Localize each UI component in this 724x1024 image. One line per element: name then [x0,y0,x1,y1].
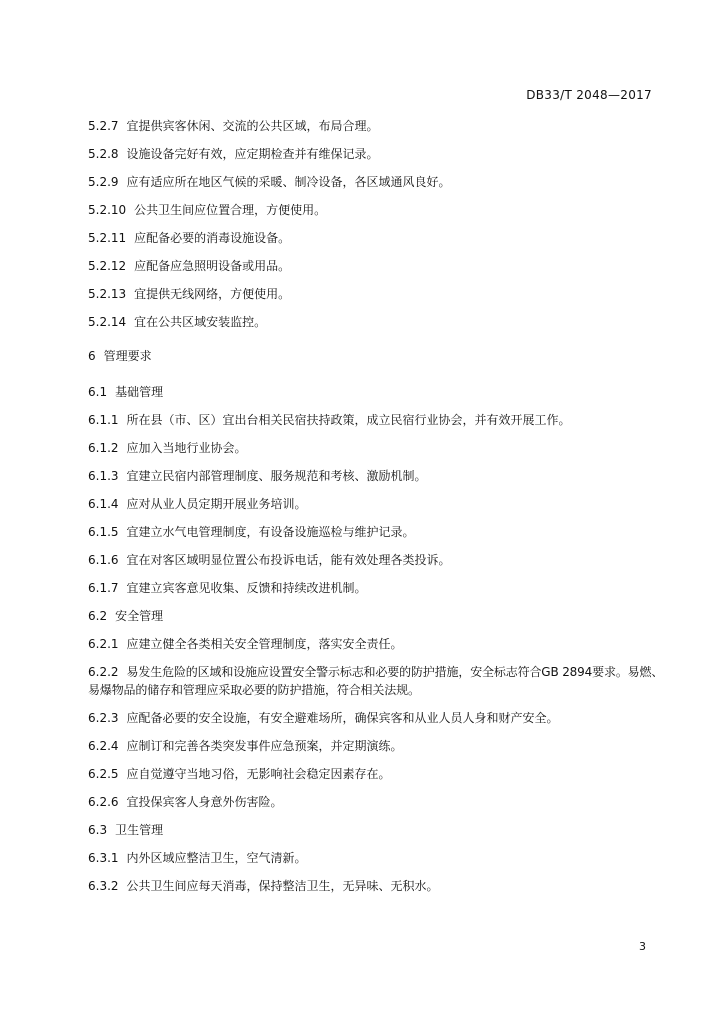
section-number: 6.2 [88,609,108,623]
section-heading-6-2 [88,607,664,625]
clause-6-1-1 [88,411,664,429]
clause-number: 6.1.3 [88,469,119,483]
clause-number: 6.1.1 [88,413,119,427]
clause-number: 6.3.1 [88,851,119,865]
clause-text: 应建立健全各类相关安全管理制度，落实安全责任。 [126,637,403,651]
clause-number: 6.2.2 [88,665,119,679]
clause-number: 5.2.13 [88,287,127,301]
clause-text: 宜建立宾客意见收集、反馈和持续改进机制。 [126,581,367,595]
clause-number: 5.2.8 [88,147,119,161]
clause-number: 6.1.4 [88,497,119,511]
clause-6-1-2 [88,439,664,457]
clause-6-2-1 [88,635,664,653]
clause-5-2-7 [88,117,664,135]
clause-6-2-2 [88,663,664,699]
clause-5-2-9 [88,173,664,191]
section-title: 卫生管理 [115,823,164,837]
document-body [88,117,664,905]
section-heading-6-1 [88,383,664,401]
chapter-title: 管理要求 [103,349,152,363]
clause-6-3-1 [88,849,664,867]
clause-5-2-14 [88,313,664,331]
clause-text: 宜提供宾客休闲、交流的公共区域，布局合理。 [126,119,379,133]
clause-number: 6.2.5 [88,767,119,781]
clause-5-2-10 [88,201,664,219]
clause-text: 应加入当地行业协会。 [126,441,247,455]
clause-text: 宜在公共区域安装监控。 [134,315,267,329]
clause-text: 内外区域应整洁卫生，空气清新。 [126,851,307,865]
clause-text: 宜在对客区域明显位置公布投诉电话，能有效处理各类投诉。 [126,553,451,567]
clause-number: 6.3.2 [88,879,119,893]
clause-number: 6.2.1 [88,637,119,651]
clause-text: 公共卫生间应每天消毒，保持整洁卫生，无异味、无积水。 [126,879,439,893]
clause-6-3-2 [88,877,664,895]
clause-5-2-13 [88,285,664,303]
clause-number: 5.2.9 [88,175,119,189]
clause-number: 6.1.5 [88,525,119,539]
clause-text: 设施设备完好有效，应定期检查并有维保记录。 [126,147,379,161]
clause-text: 公共卫生间应位置合理，方便使用。 [134,203,327,217]
clause-text: 所在县（市、区）宜出台相关民宿扶持政策，成立民宿行业协会，并有效开展工作。 [126,413,571,427]
clause-text: 易发生危险的区域和设施应设置安全警示标志和必要的防护措施，安全标志符合GB 2894要求。易燃、易爆物品的储存和管理应采取必要的防护措施，符合相关法规。 [88,665,664,697]
clause-number: 5.2.7 [88,119,119,133]
clause-6-1-6 [88,551,664,569]
clause-number: 6.2.4 [88,739,119,753]
clause-6-2-3 [88,709,664,727]
clause-number: 6.1.2 [88,441,119,455]
clause-text: 应有适应所在地区气候的采暖、制冷设备，各区域通风良好。 [126,175,451,189]
clause-number: 6.1.7 [88,581,119,595]
section-title: 安全管理 [115,609,164,623]
clause-number: 5.2.10 [88,203,127,217]
clause-5-2-11 [88,229,664,247]
clause-6-2-6 [88,793,664,811]
clause-6-1-3 [88,467,664,485]
section-number: 6.1 [88,385,108,399]
page-number: 3 [639,940,646,953]
clause-6-1-4 [88,495,664,513]
clause-text: 应配备应急照明设备或用品。 [134,259,291,273]
clause-text: 应自觉遵守当地习俗，无影响社会稳定因素存在。 [126,767,391,781]
clause-5-2-8 [88,145,664,163]
clause-number: 6.2.6 [88,795,119,809]
chapter-heading [88,347,664,365]
clause-number: 6.2.3 [88,711,119,725]
clause-5-2-12 [88,257,664,275]
clause-text: 应配备必要的消毒设施设备。 [134,231,291,245]
clause-number: 6.1.6 [88,553,119,567]
clause-text: 应对从业人员定期开展业务培训。 [126,497,307,511]
clause-text: 宜提供无线网络，方便使用。 [134,287,291,301]
section-title: 基础管理 [115,385,164,399]
clause-number: 5.2.12 [88,259,127,273]
clause-text: 宜建立水气电管理制度，有设备设施巡检与维护记录。 [126,525,415,539]
clause-6-1-5 [88,523,664,541]
chapter-number: 6 [88,349,96,363]
clause-text: 应制订和完善各类突发事件应急预案，并定期演练。 [126,739,403,753]
clause-number: 5.2.11 [88,231,127,245]
section-heading-6-3 [88,821,664,839]
clause-6-1-7 [88,579,664,597]
document-code: DB33/T 2048—2017 [526,88,652,102]
clause-text: 应配备必要的安全设施，有安全避难场所，确保宾客和从业人员人身和财产安全。 [126,711,559,725]
clause-6-2-4 [88,737,664,755]
clause-number: 5.2.14 [88,315,127,329]
section-number: 6.3 [88,823,108,837]
clause-text: 宜建立民宿内部管理制度、服务规范和考核、激励机制。 [126,469,427,483]
clause-text: 宜投保宾客人身意外伤害险。 [126,795,283,809]
clause-6-2-5 [88,765,664,783]
